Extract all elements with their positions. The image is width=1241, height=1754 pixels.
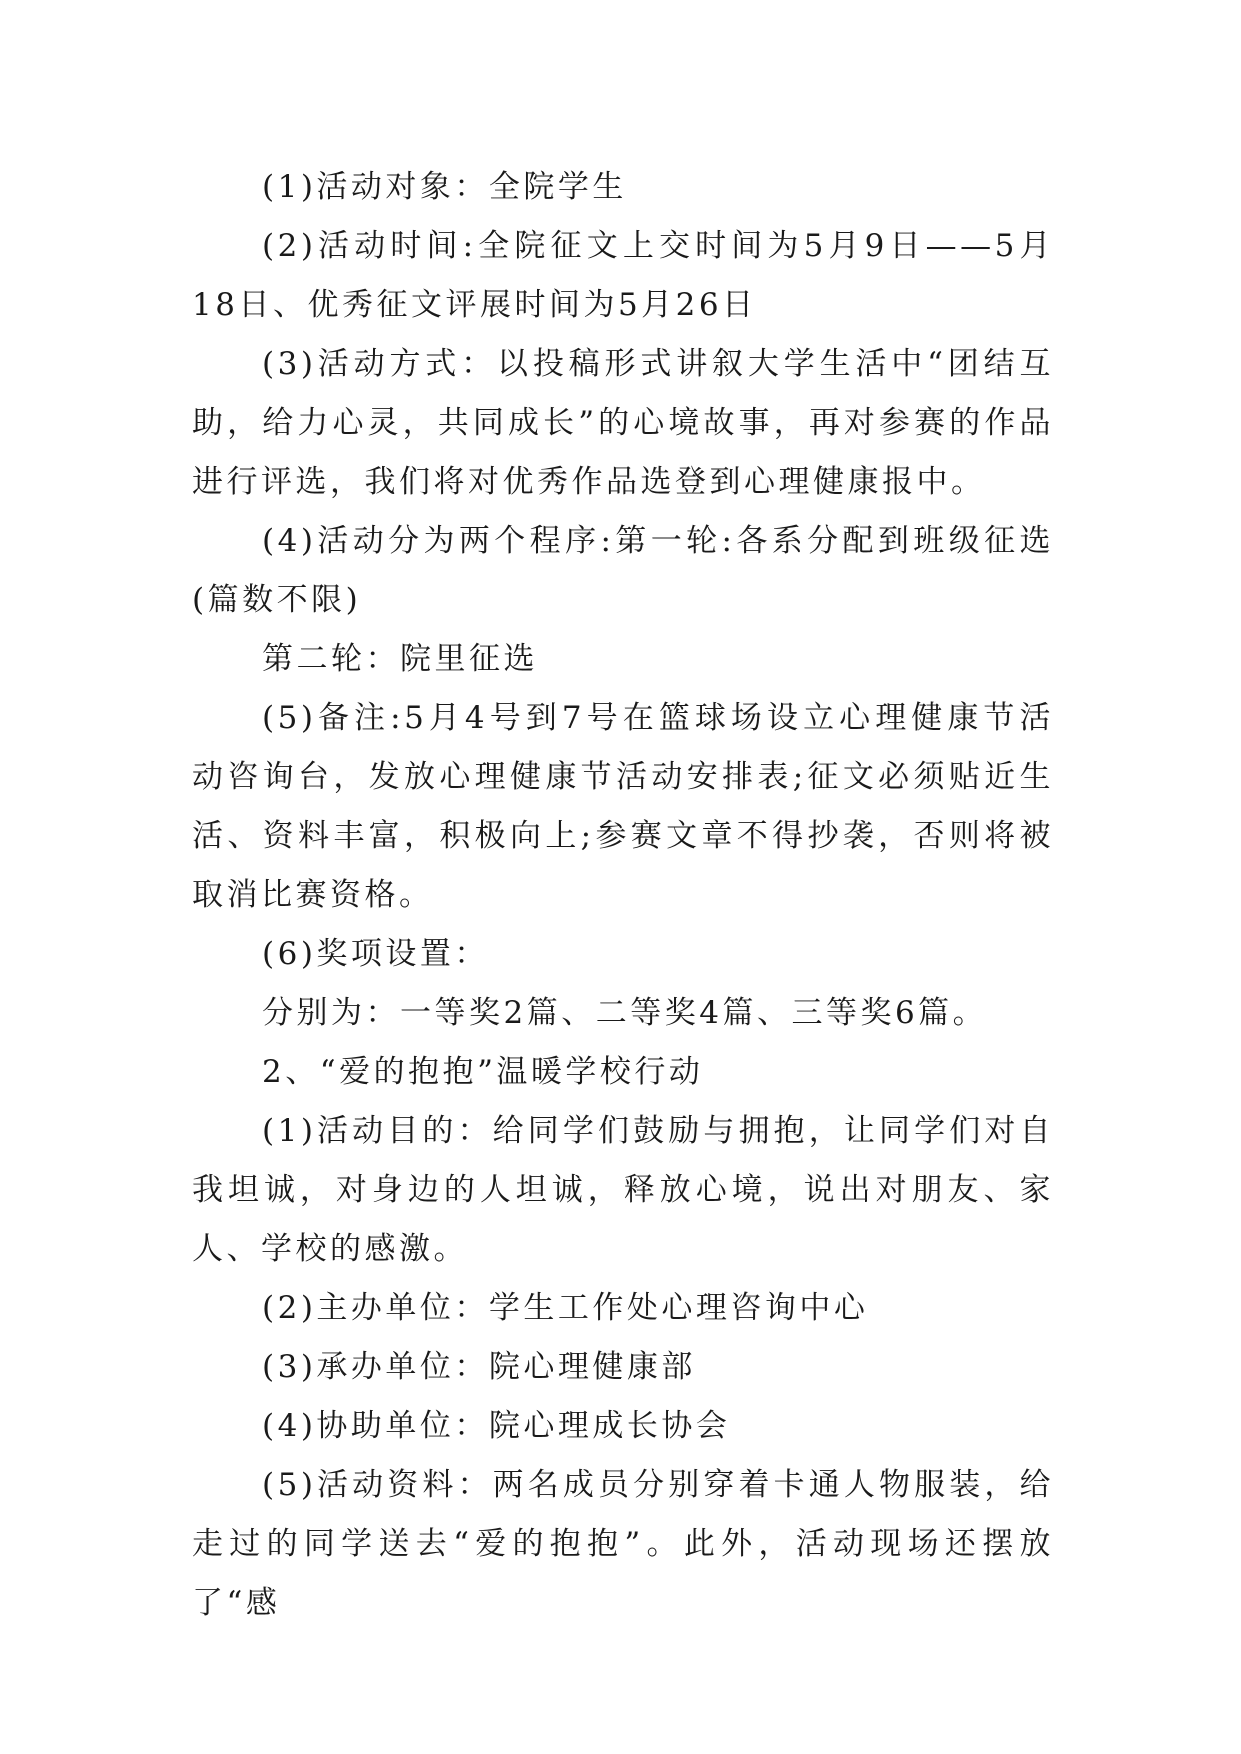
paragraph-activity-method: (3)活动方式：以投稿形式讲叙大学生活中“团结互助，给力心灵，共同成长”的心境故事，再对参赛的作品进行评选，我们将对优秀作品选登到心理健康报中。	[192, 346, 1054, 500]
paragraph-host: (3)承办单位：院心理健康部	[262, 1349, 696, 1385]
document-body	[192, 158, 1054, 1633]
paragraph-awards-detail: 分别为：一等奖2篇、二等奖4篇、三等奖6篇。	[262, 995, 988, 1031]
paragraph-remarks: (5)备注:5月4号到7号在篮球场设立心理健康节活动咨询台，发放心理健康节活动安排表;征文必须贴近生活、资料丰富，积极向上;参赛文章不得抄袭，否则将被取消比赛资格。	[192, 700, 1054, 913]
paragraph-activity-materials: (5)活动资料：两名成员分别穿着卡通人物服装，给走过的同学送去“爱的抱抱”。此外，活动现场还摆放了“感	[192, 1467, 1054, 1621]
paragraph-activity-purpose: (1)活动目的：给同学们鼓励与拥抱，让同学们对自我坦诚，对身边的人坦诚，释放心境，说出对朋友、家人、学校的感激。	[192, 1113, 1054, 1267]
paragraph-assisting-unit: (4)协助单位：院心理成长协会	[262, 1408, 731, 1444]
section-heading-hug-action: 2、“爱的抱抱”温暖学校行动	[262, 1054, 704, 1090]
paragraph-second-round: 第二轮：院里征选	[262, 641, 538, 677]
paragraph-activity-target: (1)活动对象：全院学生	[262, 169, 627, 205]
paragraph-activity-procedure: (4)活动分为两个程序:第一轮:各系分配到班级征选(篇数不限)	[192, 523, 1054, 618]
paragraph-organizer: (2)主办单位：学生工作处心理咨询中心	[262, 1290, 869, 1326]
paragraph-awards-heading: (6)奖项设置：	[262, 936, 489, 972]
paragraph-activity-time: (2)活动时间:全院征文上交时间为5月9日——5月18日、优秀征文评展时间为5月26日	[192, 228, 1054, 323]
